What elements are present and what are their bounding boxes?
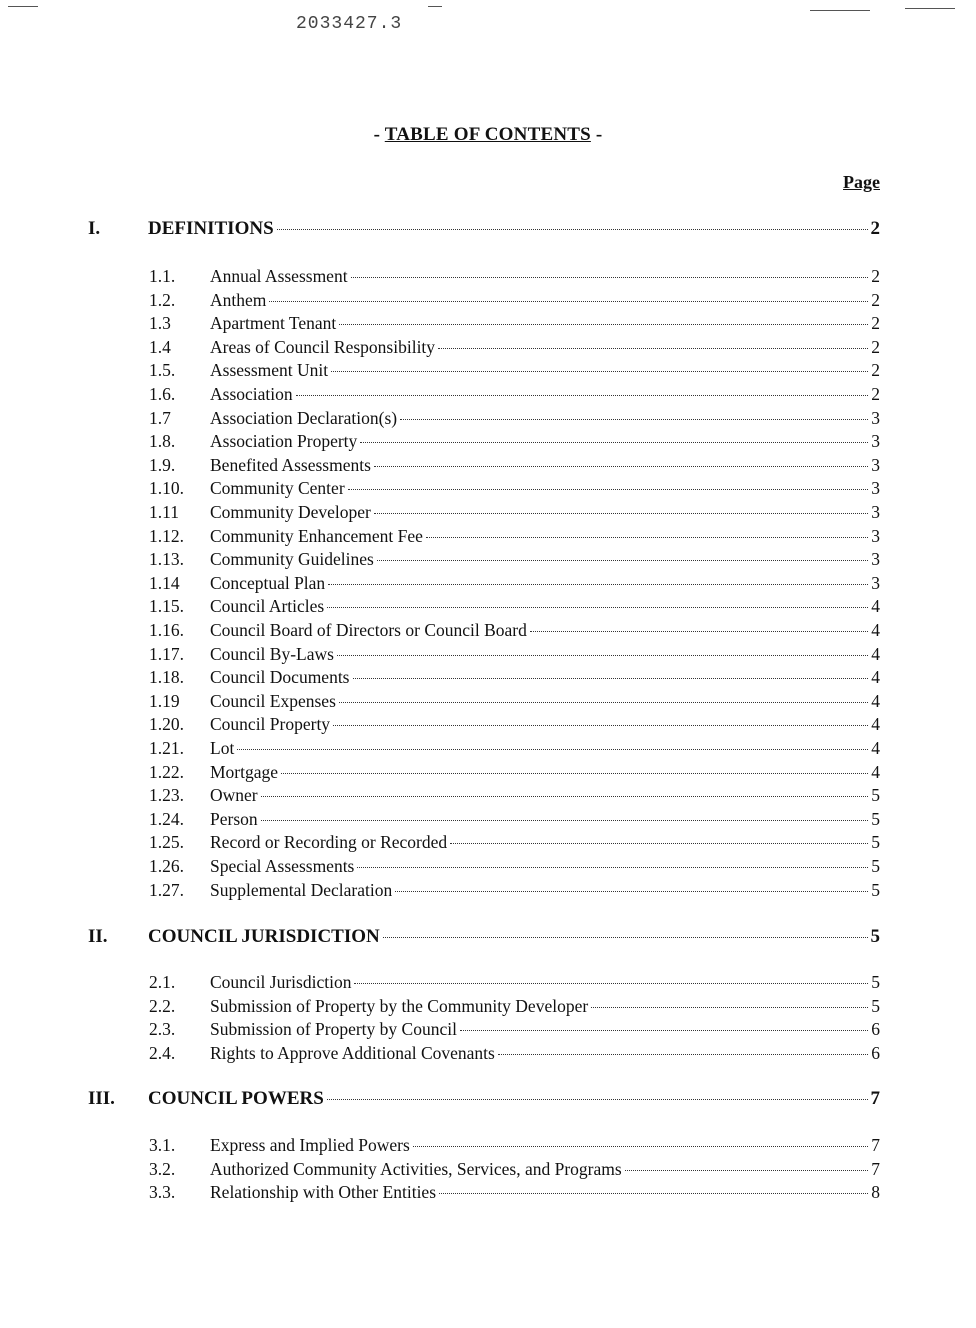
toc-item bbox=[0, 667, 976, 690]
toc-item bbox=[0, 1135, 976, 1158]
section-row bbox=[0, 1088, 976, 1112]
item-number: 1.17. bbox=[149, 643, 184, 664]
toc-item bbox=[0, 478, 976, 501]
item-page: 3 bbox=[871, 478, 880, 499]
dot-leader bbox=[450, 843, 868, 844]
toc-item bbox=[0, 714, 976, 737]
item-entry bbox=[210, 762, 880, 783]
toc-item bbox=[0, 972, 976, 995]
item-page: 2 bbox=[871, 384, 880, 404]
item-number: 1.9. bbox=[149, 454, 176, 475]
dot-leader bbox=[351, 277, 869, 278]
item-number: 2.1. bbox=[149, 972, 176, 992]
item-page: 7 bbox=[871, 1158, 880, 1179]
dot-leader bbox=[377, 560, 868, 561]
item-page: 3 bbox=[871, 407, 880, 428]
page-column-heading: Page bbox=[843, 172, 880, 192]
item-number: 1.27. bbox=[149, 879, 184, 900]
item-number: 2.4. bbox=[149, 1042, 176, 1063]
dot-leader bbox=[357, 867, 868, 868]
section-page: 2 bbox=[870, 218, 880, 239]
dot-leader bbox=[353, 678, 869, 679]
item-entry bbox=[210, 832, 880, 853]
toc-item bbox=[0, 832, 976, 855]
item-number: 1.23. bbox=[149, 785, 184, 806]
item-title: Conceptual Plan bbox=[210, 572, 326, 593]
dot-leader bbox=[591, 1007, 868, 1008]
dot-leader bbox=[337, 655, 868, 656]
title-prefix: - bbox=[373, 124, 385, 145]
title-suffix: - bbox=[590, 124, 603, 145]
toc-item bbox=[0, 785, 976, 808]
item-number: 1.5. bbox=[149, 360, 176, 381]
section-title: DEFINITIONS bbox=[148, 218, 274, 239]
item-title: Rights to Approve Additional Covenants bbox=[210, 1042, 495, 1063]
dot-leader bbox=[331, 371, 868, 372]
item-entry bbox=[210, 360, 880, 381]
item-entry bbox=[210, 1182, 880, 1203]
item-number: 1.16. bbox=[149, 620, 184, 640]
item-title: Relationship with Other Entities bbox=[210, 1182, 437, 1203]
item-page: 4 bbox=[871, 714, 880, 735]
dot-leader bbox=[354, 983, 868, 984]
dot-leader bbox=[413, 1146, 868, 1147]
item-number: 1.15. bbox=[149, 596, 184, 617]
dot-leader bbox=[400, 419, 868, 420]
item-title: Community Developer bbox=[210, 502, 371, 522]
item-entry bbox=[210, 1019, 880, 1040]
item-title: Council Property bbox=[210, 714, 331, 735]
item-number: 1.7 bbox=[149, 407, 171, 428]
toc-item bbox=[0, 431, 976, 454]
item-entry bbox=[210, 667, 880, 688]
toc-item bbox=[0, 408, 976, 431]
item-title: Community Enhancement Fee bbox=[210, 525, 423, 546]
item-entry bbox=[210, 620, 880, 641]
item-number: 3.3. bbox=[149, 1182, 176, 1203]
item-page: 4 bbox=[871, 761, 880, 782]
item-page: 5 bbox=[871, 995, 880, 1016]
item-title: Person bbox=[210, 808, 258, 829]
item-page: 2 bbox=[871, 289, 880, 310]
toc-item bbox=[0, 360, 976, 383]
item-title: Community Guidelines bbox=[210, 549, 374, 570]
dot-leader bbox=[498, 1054, 868, 1055]
document-code: 2033427.3 bbox=[296, 14, 403, 34]
item-page: 5 bbox=[871, 972, 880, 992]
item-title: Assessment Unit bbox=[210, 360, 329, 381]
toc-item bbox=[0, 337, 976, 360]
toc-item bbox=[0, 809, 976, 832]
item-entry bbox=[210, 996, 880, 1017]
dot-leader bbox=[339, 324, 868, 325]
toc-item bbox=[0, 620, 976, 643]
dot-leader bbox=[374, 513, 868, 514]
item-page: 2 bbox=[871, 360, 880, 381]
item-number: 1.3 bbox=[149, 313, 171, 334]
section-row bbox=[0, 218, 976, 242]
dot-leader bbox=[383, 937, 868, 938]
toc-item bbox=[0, 502, 976, 525]
toc-item bbox=[0, 1182, 976, 1205]
toc-item bbox=[0, 549, 976, 572]
item-title: Association bbox=[210, 384, 293, 404]
item-entry bbox=[210, 290, 880, 311]
toc-item bbox=[0, 455, 976, 478]
item-number: 1.18. bbox=[149, 667, 184, 688]
item-title: Express and Implied Powers bbox=[210, 1135, 410, 1155]
item-title: Submission of Property by Council bbox=[210, 1019, 457, 1040]
dot-leader bbox=[438, 348, 868, 349]
toc-item bbox=[0, 856, 976, 879]
dot-leader bbox=[296, 395, 869, 396]
scan-speck bbox=[8, 6, 38, 7]
toc-item bbox=[0, 1043, 976, 1066]
toc-item bbox=[0, 266, 976, 289]
dot-leader bbox=[277, 229, 868, 230]
toc-item bbox=[0, 290, 976, 313]
dot-leader bbox=[281, 773, 868, 774]
item-number: 1.4 bbox=[149, 336, 171, 357]
item-entry bbox=[210, 573, 880, 594]
item-title: Association Property bbox=[210, 431, 358, 452]
item-number: 1.19 bbox=[149, 690, 180, 711]
item-entry bbox=[210, 313, 880, 334]
item-page: 2 bbox=[871, 313, 880, 334]
item-page: 6 bbox=[871, 1042, 880, 1063]
item-page: 5 bbox=[871, 856, 880, 876]
item-page: 5 bbox=[871, 785, 880, 806]
item-title: Association Declaration(s) bbox=[210, 407, 398, 428]
item-page: 4 bbox=[871, 690, 880, 711]
item-number: 1.25. bbox=[149, 832, 184, 853]
item-number: 1.10. bbox=[149, 478, 184, 499]
item-entry bbox=[210, 644, 880, 665]
toc-item bbox=[0, 596, 976, 619]
item-number: 1.2. bbox=[149, 289, 176, 310]
item-page: 5 bbox=[871, 832, 880, 853]
item-page: 4 bbox=[871, 596, 880, 617]
item-title: Mortgage bbox=[210, 761, 279, 782]
section-number: III. bbox=[88, 1088, 115, 1109]
dot-leader bbox=[530, 631, 868, 632]
toc-item bbox=[0, 996, 976, 1019]
item-title: Council Articles bbox=[210, 596, 325, 617]
dot-leader bbox=[625, 1170, 869, 1171]
item-page: 3 bbox=[871, 454, 880, 475]
item-title: Areas of Council Responsibility bbox=[210, 336, 436, 357]
item-number: 1.24. bbox=[149, 808, 184, 829]
item-entry bbox=[210, 431, 880, 452]
toc-item bbox=[0, 313, 976, 336]
page-title bbox=[0, 124, 976, 146]
dot-leader bbox=[237, 749, 868, 750]
item-page: 3 bbox=[871, 572, 880, 593]
item-entry bbox=[210, 1043, 880, 1064]
item-number: 1.11 bbox=[149, 502, 179, 522]
section-entry bbox=[148, 926, 880, 948]
item-title: Special Assessments bbox=[210, 856, 355, 876]
title-text: TABLE OF CONTENTS bbox=[384, 124, 591, 145]
toc-item bbox=[0, 738, 976, 761]
scan-speck bbox=[905, 8, 955, 9]
item-entry bbox=[210, 972, 880, 993]
scan-speck bbox=[810, 10, 870, 11]
scan-speck bbox=[428, 6, 442, 7]
dot-leader bbox=[426, 537, 868, 538]
item-page: 4 bbox=[871, 667, 880, 688]
item-page: 4 bbox=[871, 738, 880, 758]
section-number: I. bbox=[88, 218, 101, 239]
dot-leader bbox=[460, 1030, 868, 1031]
section-number: II. bbox=[88, 926, 108, 947]
item-page: 7 bbox=[871, 1135, 880, 1155]
toc-item bbox=[0, 880, 976, 903]
item-number: 1.1. bbox=[149, 266, 176, 286]
item-title: Anthem bbox=[210, 289, 267, 310]
section-page: 5 bbox=[870, 926, 880, 947]
dot-leader bbox=[261, 820, 869, 821]
item-page: 2 bbox=[871, 336, 880, 357]
item-title: Council Documents bbox=[210, 667, 350, 688]
item-title: Supplemental Declaration bbox=[210, 879, 393, 900]
item-page: 3 bbox=[871, 431, 880, 452]
item-entry bbox=[210, 880, 880, 901]
toc-item bbox=[0, 644, 976, 667]
dot-leader bbox=[395, 891, 868, 892]
item-entry bbox=[210, 809, 880, 830]
item-page: 3 bbox=[871, 525, 880, 546]
item-number: 1.8. bbox=[149, 431, 176, 452]
item-number: 1.26. bbox=[149, 856, 184, 876]
item-number: 1.22. bbox=[149, 761, 184, 782]
dot-leader bbox=[360, 442, 868, 443]
item-entry bbox=[210, 455, 880, 476]
dot-leader bbox=[339, 702, 868, 703]
toc-item bbox=[0, 762, 976, 785]
item-page: 3 bbox=[871, 502, 880, 522]
item-number: 2.2. bbox=[149, 995, 176, 1016]
item-entry bbox=[210, 691, 880, 712]
item-entry bbox=[210, 596, 880, 617]
dot-leader bbox=[327, 607, 868, 608]
toc-item bbox=[0, 1019, 976, 1042]
item-page: 5 bbox=[871, 808, 880, 829]
toc-item bbox=[0, 691, 976, 714]
item-page: 6 bbox=[871, 1019, 880, 1040]
item-entry bbox=[210, 478, 880, 499]
item-entry bbox=[210, 1135, 880, 1156]
section-page: 7 bbox=[870, 1088, 880, 1109]
item-page: 4 bbox=[871, 620, 880, 640]
item-number: 3.1. bbox=[149, 1135, 176, 1155]
section-entry bbox=[148, 218, 880, 240]
item-title: Benefited Assessments bbox=[210, 454, 371, 475]
item-entry bbox=[210, 714, 880, 735]
item-number: 1.21. bbox=[149, 738, 184, 758]
item-entry bbox=[210, 738, 880, 759]
item-number: 1.6. bbox=[149, 384, 176, 404]
section-entry bbox=[148, 1088, 880, 1110]
item-title: Council Jurisdiction bbox=[210, 972, 352, 992]
item-title: Owner bbox=[210, 785, 258, 806]
item-entry bbox=[210, 785, 880, 806]
item-number: 1.12. bbox=[149, 525, 184, 546]
item-title: Lot bbox=[210, 738, 235, 758]
item-entry bbox=[210, 856, 880, 877]
dot-leader bbox=[327, 1099, 868, 1100]
item-entry bbox=[210, 384, 880, 405]
dot-leader bbox=[374, 466, 868, 467]
item-title: Apartment Tenant bbox=[210, 313, 337, 334]
item-page: 5 bbox=[871, 879, 880, 900]
item-entry bbox=[210, 549, 880, 570]
item-number: 1.14 bbox=[149, 572, 180, 593]
item-page: 4 bbox=[871, 643, 880, 664]
item-title: Council Expenses bbox=[210, 690, 336, 711]
item-title: Annual Assessment bbox=[210, 266, 348, 286]
toc-item bbox=[0, 1159, 976, 1182]
item-entry bbox=[210, 1159, 880, 1180]
item-title: Community Center bbox=[210, 478, 345, 499]
section-title: COUNCIL JURISDICTION bbox=[148, 926, 380, 947]
item-number: 1.20. bbox=[149, 714, 184, 735]
dot-leader bbox=[328, 584, 868, 585]
item-title: Authorized Community Activities, Services, and Programs bbox=[210, 1158, 622, 1179]
toc-item bbox=[0, 526, 976, 549]
item-entry bbox=[210, 266, 880, 287]
item-number: 3.2. bbox=[149, 1158, 176, 1179]
item-number: 2.3. bbox=[149, 1019, 176, 1040]
dot-leader bbox=[333, 725, 868, 726]
item-page: 8 bbox=[871, 1182, 880, 1203]
dot-leader bbox=[348, 489, 869, 490]
item-entry bbox=[210, 502, 880, 523]
dot-leader bbox=[439, 1193, 868, 1194]
item-number: 1.13. bbox=[149, 549, 184, 570]
toc-item bbox=[0, 573, 976, 596]
dot-leader bbox=[269, 301, 868, 302]
item-page: 3 bbox=[871, 549, 880, 570]
item-title: Council Board of Directors or Council Board bbox=[210, 620, 527, 640]
item-title: Record or Recording or Recorded bbox=[210, 832, 448, 853]
section-row bbox=[0, 926, 976, 950]
dot-leader bbox=[261, 796, 869, 797]
item-entry bbox=[210, 337, 880, 358]
item-entry bbox=[210, 408, 880, 429]
toc-item bbox=[0, 384, 976, 407]
item-title: Submission of Property by the Community Developer bbox=[210, 995, 589, 1016]
section-title: COUNCIL POWERS bbox=[148, 1088, 324, 1109]
item-title: Council By-Laws bbox=[210, 643, 334, 664]
item-page: 2 bbox=[871, 266, 880, 286]
item-entry bbox=[210, 526, 880, 547]
